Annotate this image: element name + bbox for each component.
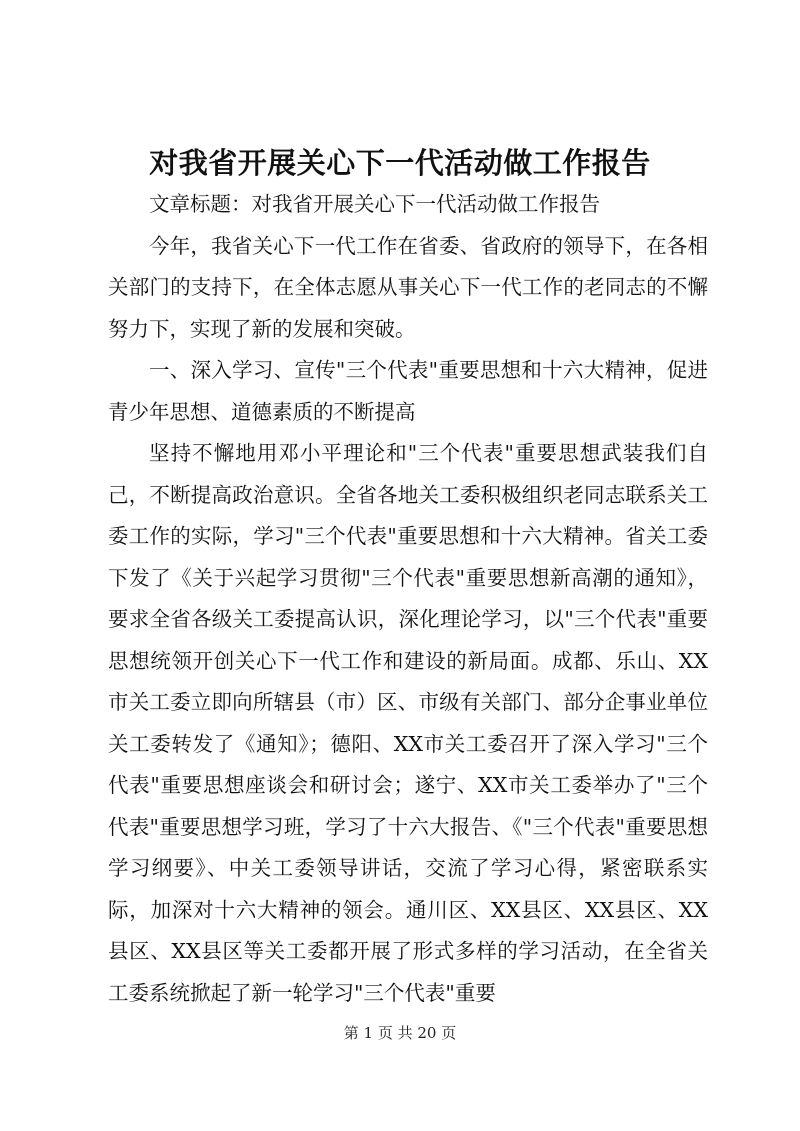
body-paragraph: 坚持不懈地用邓小平理论和"三个代表"重要思想武装我们自己，不断提高政治意识。全省各地关工委积极组织老同志联系关工委工作的实际，学习"三个代表"重要思想和十六大精神。省关工委下发了《关于兴起学习贯彻"三个代表"重要思想新高潮的通知》，要求全省各级关工委提高认识，深化理论学习，以"三个代表"重要思想统领开创关心下一代工作和建设的新局面。成都、乐山、XX市关工委立即向所辖县（市）区、市级有关部门、部分企事业单位关工委转发了《通知》；德阳、XX市关工委召开了深入学习"三个代表"重要思想座谈会和研讨会；遂宁、XX市关工委举办了"三个代表"重要思想学习班，学习了十六大报告、《"三个代表"重要思想学习纲要》、中关工委领导讲话，交流了学习心得，紧密联系实际，加深对十六大精神的领会。通川区、XX县区、XX县区、XX县区、XX县区等关工委都开展了形式多样的学习活动，在全省关工委系统掀起了新一轮学习"三个代表"重要: [108, 441, 708, 1005]
article-title-line: 文章标题：对我省开展关心下一代活动做工作报告: [149, 192, 600, 216]
page-number: 第 1 页 共 20 页: [343, 1024, 457, 1042]
intro-paragraph: 今年，我省关心下一代工作在省委、省政府的领导下，在各相关部门的支持下，在全体志愿从事关心下一代工作的老同志的不懈努力下，实现了新的发展和突破。: [108, 233, 708, 341]
document-title: 对我省开展关心下一代活动做工作报告: [149, 146, 651, 180]
document-body: [108, 184, 708, 1014]
section-heading-1: 一、深入学习、宣传"三个代表"重要思想和十六大精神，促进青少年思想、道德素质的不断提高: [108, 358, 708, 424]
